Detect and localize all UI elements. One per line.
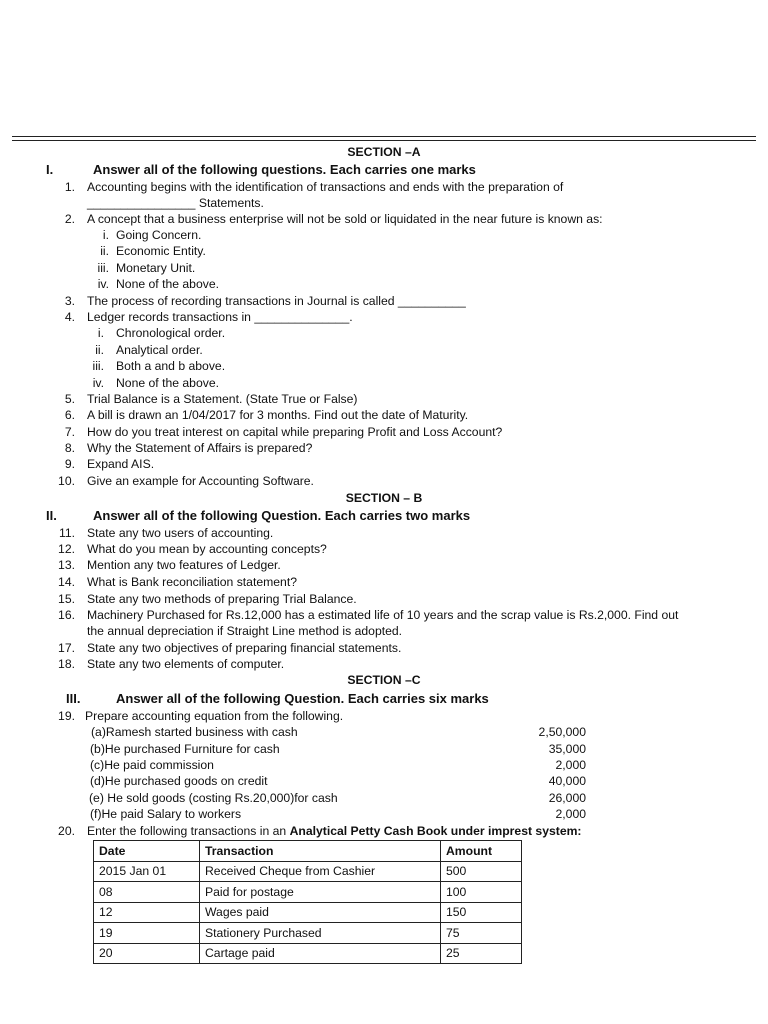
petty-cash-table <box>93 840 522 964</box>
q15-number: 15. <box>58 592 75 606</box>
q16-text-cont: the annual depreciation if Straight Line method is adopted. <box>87 624 403 638</box>
q10-number: 10. <box>58 474 75 488</box>
section-b-roman: II. <box>46 508 57 523</box>
table-row <box>94 902 522 923</box>
table-cell-date: 08 <box>94 882 200 903</box>
q19-amount: 2,000 <box>555 758 586 772</box>
q2-option-number: ii. <box>100 244 109 258</box>
table-cell-transaction: Wages paid <box>200 902 441 923</box>
q16-number: 16. <box>58 608 75 622</box>
q19-number: 19. <box>58 709 75 723</box>
q14-number: 14. <box>58 575 75 589</box>
table-header-row <box>94 841 522 862</box>
q18-number: 18. <box>58 657 75 671</box>
q8-number: 8. <box>64 441 75 455</box>
q4-number: 4. <box>64 310 75 324</box>
q2-option-number: iii. <box>97 261 109 275</box>
table-cell-transaction: Received Cheque from Cashier <box>200 861 441 882</box>
q4-option-number: ii. <box>95 343 104 357</box>
q9-number: 9. <box>64 457 75 471</box>
q7-text: How do you treat interest on capital while preparing Profit and Loss Account? <box>87 425 503 439</box>
table-cell-amount: 25 <box>441 943 522 964</box>
section-b-title: SECTION – B <box>345 491 423 505</box>
q20-text-bold: Analytical Petty Cash Book under imprest system: <box>289 824 582 838</box>
section-b-heading: Answer all of the following Question. Each carries two marks <box>93 508 471 523</box>
table-row <box>94 861 522 882</box>
table-cell-amount: 150 <box>441 902 522 923</box>
q2-option: Economic Entity. <box>116 244 206 258</box>
section-a-roman: I. <box>46 162 54 177</box>
q6-number: 6. <box>64 408 75 422</box>
q3-number: 3. <box>64 294 75 308</box>
table-header-transaction: Transaction <box>200 841 441 862</box>
section-a-heading: Answer all of the following questions. Each carries one marks <box>93 162 476 177</box>
q19-item: (e) He sold goods (costing Rs.20,000)for cash <box>89 791 338 805</box>
section-c-title: SECTION –C <box>347 673 421 687</box>
q15-text: State any two methods of preparing Trial Balance. <box>87 592 357 606</box>
q19-item: (a)Ramesh started business with cash <box>91 725 298 739</box>
q7-number: 7. <box>64 425 75 439</box>
q14-text: What is Bank reconciliation statement? <box>87 575 297 589</box>
q19-amount: 26,000 <box>548 791 586 805</box>
table-cell-amount: 75 <box>441 923 522 944</box>
table-row <box>94 943 522 964</box>
q19-item: (b)He purchased Furniture for cash <box>90 742 280 756</box>
q6-text: A bill is drawn an 1/04/2017 for 3 months. Find out the date of Maturity. <box>87 408 469 422</box>
q4-option-number: iv. <box>92 376 104 390</box>
q4-option-number: iii. <box>92 359 104 373</box>
table-row <box>94 923 522 944</box>
q2-option: None of the above. <box>116 277 219 291</box>
q2-number: 2. <box>64 212 75 226</box>
q13-number: 13. <box>58 558 75 572</box>
section-a-title: SECTION –A <box>347 145 421 159</box>
q19-amount: 40,000 <box>548 774 586 788</box>
top-rule-2 <box>12 140 756 141</box>
table-cell-amount: 500 <box>441 861 522 882</box>
section-c-heading: Answer all of the following Question. Each carries six marks <box>116 691 489 706</box>
table-cell-date: 2015 Jan 01 <box>94 861 200 882</box>
q1-text-cont: ________________ Statements. <box>87 196 264 210</box>
q19-amount: 35,000 <box>548 742 586 756</box>
q3-text: The process of recording transactions in Journal is called __________ <box>87 294 466 308</box>
q8-text: Why the Statement of Affairs is prepared? <box>87 441 313 455</box>
q19-item: (d)He purchased goods on credit <box>90 774 268 788</box>
q19-item: (c)He paid commission <box>90 758 214 772</box>
q5-number: 5. <box>64 392 75 406</box>
q4-text: Ledger records transactions in ______________. <box>87 310 353 324</box>
q1-number: 1. <box>64 180 75 194</box>
q19-text: Prepare accounting equation from the following. <box>85 709 344 723</box>
section-c-roman: III. <box>66 691 81 706</box>
q2-option-number: iv. <box>97 277 109 291</box>
table-cell-date: 20 <box>94 943 200 964</box>
table-cell-date: 19 <box>94 923 200 944</box>
table-header-date: Date <box>94 841 200 862</box>
q12-number: 12. <box>58 542 75 556</box>
q20-text <box>87 823 582 839</box>
q2-option: Going Concern. <box>116 228 202 242</box>
q18-text: State any two elements of computer. <box>87 657 285 671</box>
q2-option: Monetary Unit. <box>116 261 196 275</box>
q10-text: Give an example for Accounting Software. <box>87 474 314 488</box>
q4-option: Analytical order. <box>116 343 203 357</box>
q17-text: State any two objectives of preparing financial statements. <box>87 641 402 655</box>
q11-text: State any two users of accounting. <box>87 526 274 540</box>
table-row <box>94 882 522 903</box>
table-cell-amount: 100 <box>441 882 522 903</box>
table-cell-date: 12 <box>94 902 200 923</box>
q5-text: Trial Balance is a Statement. (State True or False) <box>87 392 358 406</box>
q4-option-number: i. <box>97 326 104 340</box>
q19-amount: 2,50,000 <box>538 725 586 739</box>
q20-text-plain: Enter the following transactions in an <box>87 824 290 838</box>
q4-option: Both a and b above. <box>116 359 226 373</box>
table-header-amount: Amount <box>441 841 522 862</box>
table-cell-transaction: Paid for postage <box>200 882 441 903</box>
q1-text: Accounting begins with the identification of transactions and ends with the preparation of <box>87 180 564 194</box>
q16-text: Machinery Purchased for Rs.12,000 has a estimated life of 10 years and the scrap value is Rs.2,000. Find out <box>87 608 679 622</box>
q11-number: 11. <box>58 526 75 540</box>
table-cell-transaction: Cartage paid <box>200 943 441 964</box>
q19-item: (f)He paid Salary to workers <box>90 807 242 821</box>
q4-option: None of the above. <box>116 376 219 390</box>
table-cell-transaction: Stationery Purchased <box>200 923 441 944</box>
q9-text: Expand AIS. <box>87 457 155 471</box>
q13-text: Mention any two features of Ledger. <box>87 558 281 572</box>
q4-option: Chronological order. <box>116 326 226 340</box>
q19-amount: 2,000 <box>555 807 586 821</box>
q17-number: 17. <box>58 641 75 655</box>
q2-option-number: i. <box>102 228 109 242</box>
top-rule <box>12 136 756 137</box>
q2-text: A concept that a business enterprise will not be sold or liquidated in the near future is known as: <box>87 212 603 226</box>
q20-number: 20. <box>58 824 75 838</box>
q12-text: What do you mean by accounting concepts? <box>87 542 327 556</box>
